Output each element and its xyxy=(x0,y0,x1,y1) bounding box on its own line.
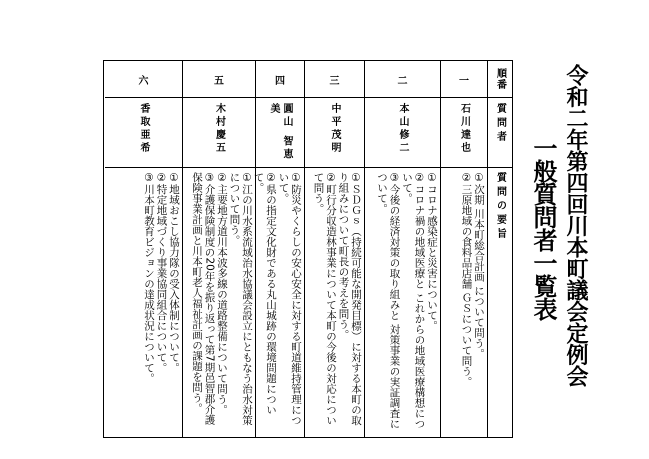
questioner-name: 木村慶五 xyxy=(213,103,225,155)
summary-item: ③今後の経済対策の取り組みと 対策事業の実証調査について。 xyxy=(376,172,401,429)
summary-cell xyxy=(305,168,364,437)
summary-item: ③介護保険制度の20年を振り返って第7期邑智郡介護保険事業計画と川本町老人福祉計画の課題を問う。 xyxy=(191,172,216,425)
order-number: 五 xyxy=(214,75,224,87)
summary-cell xyxy=(105,168,182,437)
summary-cell xyxy=(441,168,487,437)
questioner-name: 圓山 智恵美 xyxy=(268,103,292,162)
summary-item: ③川本町教育ビジョンの達成状況について。 xyxy=(143,172,155,384)
summary-item: ①ＳＤＧｓ（持続可能な開発目標）に対する本町の取り組みについて町長の考えを問う。 xyxy=(337,172,362,426)
table-row xyxy=(105,61,182,437)
document-subtitle: 一般質問者一覧表 xyxy=(529,136,557,320)
name-cell xyxy=(441,98,487,168)
summary-cell xyxy=(183,168,255,437)
header-order-label: 順番 xyxy=(494,68,506,90)
order-number: 二 xyxy=(397,75,408,87)
summary-item: ②町行分収造林事業について本町の今後の対応について問う。 xyxy=(312,172,337,426)
header-column xyxy=(487,61,512,437)
summary-items xyxy=(252,172,302,430)
summary-item: ②県の指定文化財である丸山城跡の環境問題について。 xyxy=(252,172,277,415)
questioner-name: 本山修二 xyxy=(397,103,408,155)
name-cell xyxy=(305,98,364,168)
name-cell xyxy=(365,98,440,168)
header-summary xyxy=(488,168,512,437)
name-cell xyxy=(105,98,182,168)
order-cell xyxy=(441,61,487,98)
order-cell xyxy=(183,61,255,98)
summary-items xyxy=(376,172,439,430)
summary-items xyxy=(143,172,181,430)
summary-items xyxy=(460,172,485,430)
header-summary-label: 質問の要旨 xyxy=(494,172,506,242)
questioner-name: 香取亜希 xyxy=(138,103,149,155)
header-questioner xyxy=(488,98,512,168)
order-number: 六 xyxy=(138,75,149,87)
table-row xyxy=(440,61,487,437)
summary-items xyxy=(312,172,362,430)
table-row xyxy=(182,61,255,437)
order-cell xyxy=(365,61,440,98)
order-number: 一 xyxy=(459,75,469,87)
questioner-name: 石川達也 xyxy=(458,103,470,155)
header-questioner-label: 質問者 xyxy=(494,103,506,145)
summary-item: ①地域おこし協力隊の受入体制について。 xyxy=(168,172,180,373)
order-number: 四 xyxy=(275,75,285,87)
table-row xyxy=(252,61,304,437)
document-title: 令和二年第四回川本町議会定例会 xyxy=(563,64,588,387)
order-cell xyxy=(305,61,364,98)
summary-item: ①防災やくらしの安心安全に対する町道維持管理について。 xyxy=(277,172,302,426)
summary-cell xyxy=(252,168,304,437)
summary-item: ①江の川水系流域治水協議会設立にともなう治水対策について問う。 xyxy=(228,172,253,426)
summary-item: ②主要地方道川本波多線の道路整備について問う。 xyxy=(216,172,228,415)
table-row xyxy=(364,61,440,437)
questioner-name: 中平茂明 xyxy=(329,103,340,155)
name-cell xyxy=(256,98,304,168)
questioner-table xyxy=(103,60,513,438)
name-cell xyxy=(183,98,255,168)
summary-item: ②コロナ禍の地域医療と これからの地域医療構想について。 xyxy=(401,172,426,429)
table-row xyxy=(304,61,364,437)
order-cell xyxy=(105,61,182,98)
summary-item: ①コロナ感染症と災害について。 xyxy=(426,172,438,331)
summary-cell xyxy=(365,168,440,437)
order-cell xyxy=(256,61,304,98)
summary-item: ①次期 川本町総合計画 について問う。 xyxy=(473,172,485,359)
summary-items xyxy=(191,172,254,430)
header-order xyxy=(488,61,512,98)
summary-item: ②三原地域の食料品店舗 ＧＳについて問う。 xyxy=(460,172,473,387)
summary-item: ②特定地域づくり事業協同組合について。 xyxy=(155,172,168,373)
order-number: 三 xyxy=(329,75,340,87)
